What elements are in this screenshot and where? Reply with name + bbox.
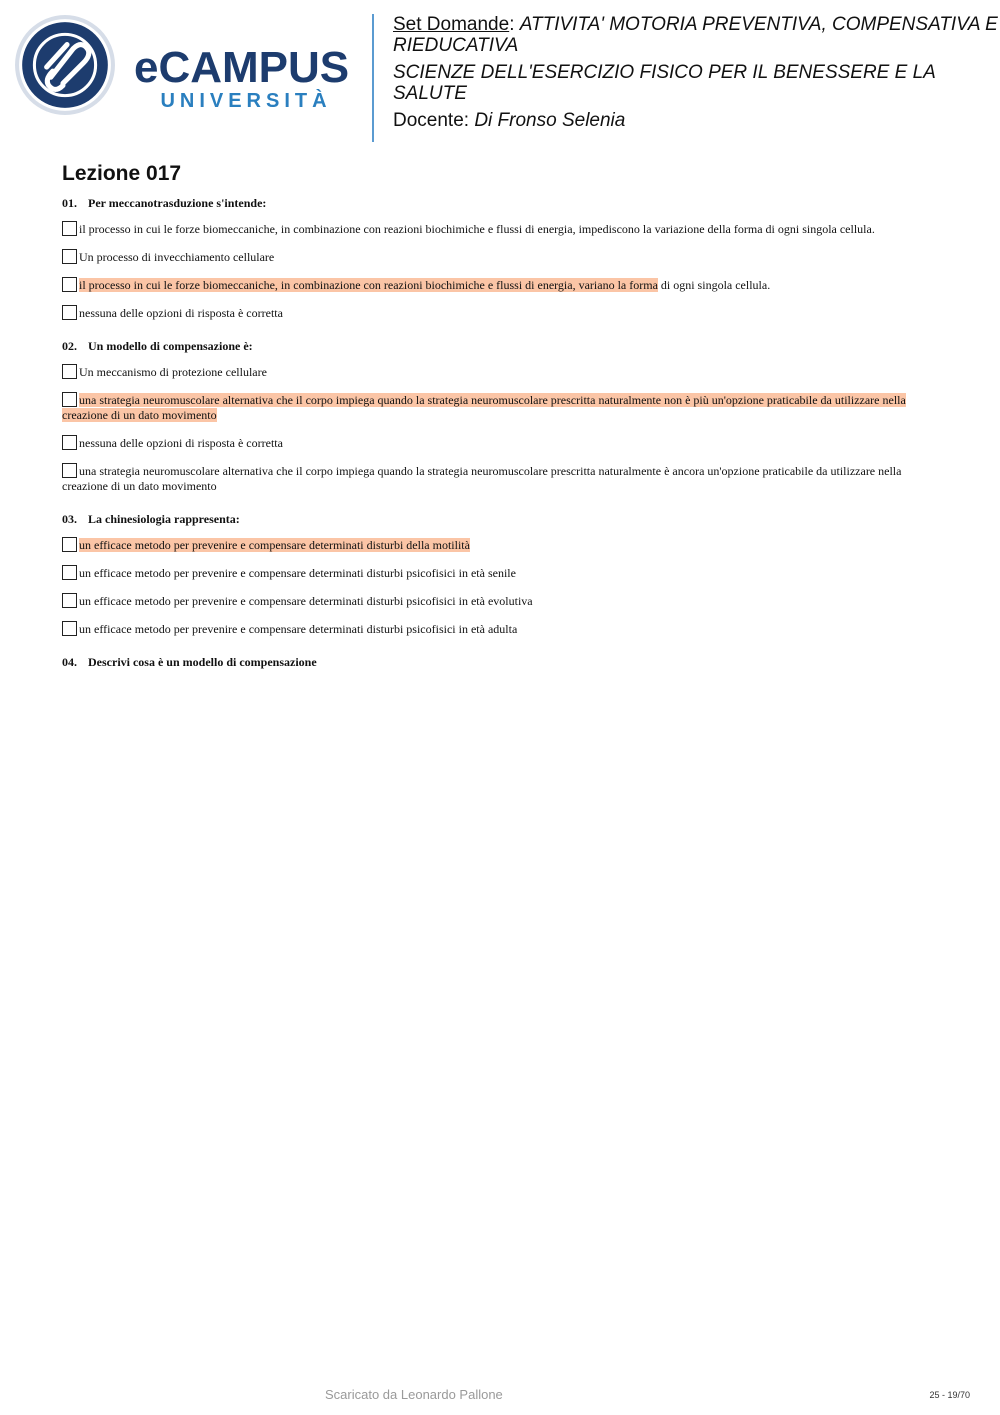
answer-option [62,621,942,637]
answer-text: un efficace metodo per prevenire e compensare determinati disturbi psicofisici in età adulta [79,622,518,636]
degree-name-cont: SALUTE [393,83,467,104]
question-title [62,339,942,354]
question-text: La chinesiologia rappresenta: [88,512,240,526]
answer-checkbox[interactable] [62,435,77,450]
answer-text: un efficace metodo per prevenire e compensare determinati disturbi psicofisici in età evolutiva [79,594,533,608]
answer-option [62,593,942,609]
answer-option [62,277,942,293]
logo-subtitle: UNIVERSITÀ [160,90,332,112]
question-title [62,512,942,527]
answer-text: di ogni singola cellula. [657,278,771,292]
answer-text: il processo in cui le forze biomeccaniche, in combinazione con reazioni biochimiche e flussi di energia, impediscono la variazione della forma di ogni singola cellula. [79,222,875,236]
page-number: 25 - 19/70 [929,1390,970,1400]
answer-option [62,537,942,553]
question-number: 02. [62,339,77,353]
question [62,339,942,494]
answer-checkbox[interactable] [62,277,77,292]
answer-text: nessuna delle opzioni di risposta è corretta [79,306,283,320]
page-header [0,0,1000,150]
header-divider [372,14,374,142]
question-title [62,196,942,211]
course-name-cont: RIEDUCATIVA [393,35,519,56]
question-number: 03. [62,512,77,526]
answer-checkbox[interactable] [62,593,77,608]
answer-checkbox[interactable] [62,621,77,636]
answer-text: una strategia neuromuscolare alternativa che il corpo impiega quando la strategia neuromuscolare prescritta naturalmente è ancora un'opzione praticabile da utilizzare nella creazione di un dato movimento [62,464,902,493]
answer-checkbox[interactable] [62,364,77,379]
answer-option [62,435,942,451]
question [62,655,942,670]
answer-text: Un processo di invecchiamento cellulare [79,250,275,264]
university-seal-icon [14,14,116,116]
answer-option [62,565,942,581]
highlighted-answer-text: una strategia neuromuscolare alternativa che il corpo impiega quando la strategia neuromuscolare prescritta naturalmente non è più un'opzione praticabile da utilizzare nella creazione di un dato movimento [62,393,906,422]
course-name: ATTIVITA' MOTORIA PREVENTIVA, COMPENSATIVA E [519,14,998,35]
highlighted-answer-text: un efficace metodo per prevenire e compensare determinati disturbi della motilità [79,538,470,552]
answer-text: Un meccanismo di protezione cellulare [79,365,267,379]
course-info: Set Domande: ATTIVITA' MOTORIA PREVENTIVA, COMPENSATIVA E RIEDUCATIVA SCIENZE DELL'ESERCIZIO FISICO PER IL BENESSERE E LA SALUTE Docente: Di Fronso Selenia [393,14,1000,131]
answer-checkbox[interactable] [62,565,77,580]
answer-option [62,221,942,237]
question-title [62,655,942,670]
question-text: Descrivi cosa è un modello di compensazione [88,655,317,669]
teacher-name: Di Fronso Selenia [474,110,626,131]
answer-checkbox[interactable] [62,221,77,236]
degree-name: SCIENZE DELL'ESERCIZIO FISICO PER IL BENESSERE E LA [393,62,936,83]
answer-option [62,364,942,380]
ecampus-wordmark [134,44,359,88]
answer-checkbox[interactable] [62,249,77,264]
answer-option [62,392,942,423]
lesson-title: Lezione 017 [62,162,182,185]
question-number: 01. [62,196,77,210]
answer-option [62,249,942,265]
answer-checkbox[interactable] [62,537,77,552]
answer-text: un efficace metodo per prevenire e compensare determinati disturbi psicofisici in età senile [79,566,516,580]
answer-option [62,305,942,321]
question-number: 04. [62,655,77,669]
question-text: Un modello di compensazione è: [88,339,253,353]
question-list [62,196,942,688]
question [62,512,942,637]
answer-checkbox[interactable] [62,392,77,407]
answer-text: nessuna delle opzioni di risposta è corretta [79,436,283,450]
answer-option [62,463,942,494]
question-text: Per meccanotrasduzione s'intende: [88,196,267,210]
question [62,196,942,321]
ecampus-logo [14,14,359,118]
svg-text:eCAMPUS: eCAMPUS [134,44,350,88]
set-label: Set Domande [393,14,510,35]
answer-checkbox[interactable] [62,305,77,320]
footer-watermark: Scaricato da Leonardo Pallone [325,1387,503,1402]
highlighted-answer-text: il processo in cui le forze biomeccaniche, in combinazione con reazioni biochimiche e flussi di energia, variano la forma [79,278,658,292]
answer-checkbox[interactable] [62,463,77,478]
teacher-label: Docente: [393,110,470,131]
